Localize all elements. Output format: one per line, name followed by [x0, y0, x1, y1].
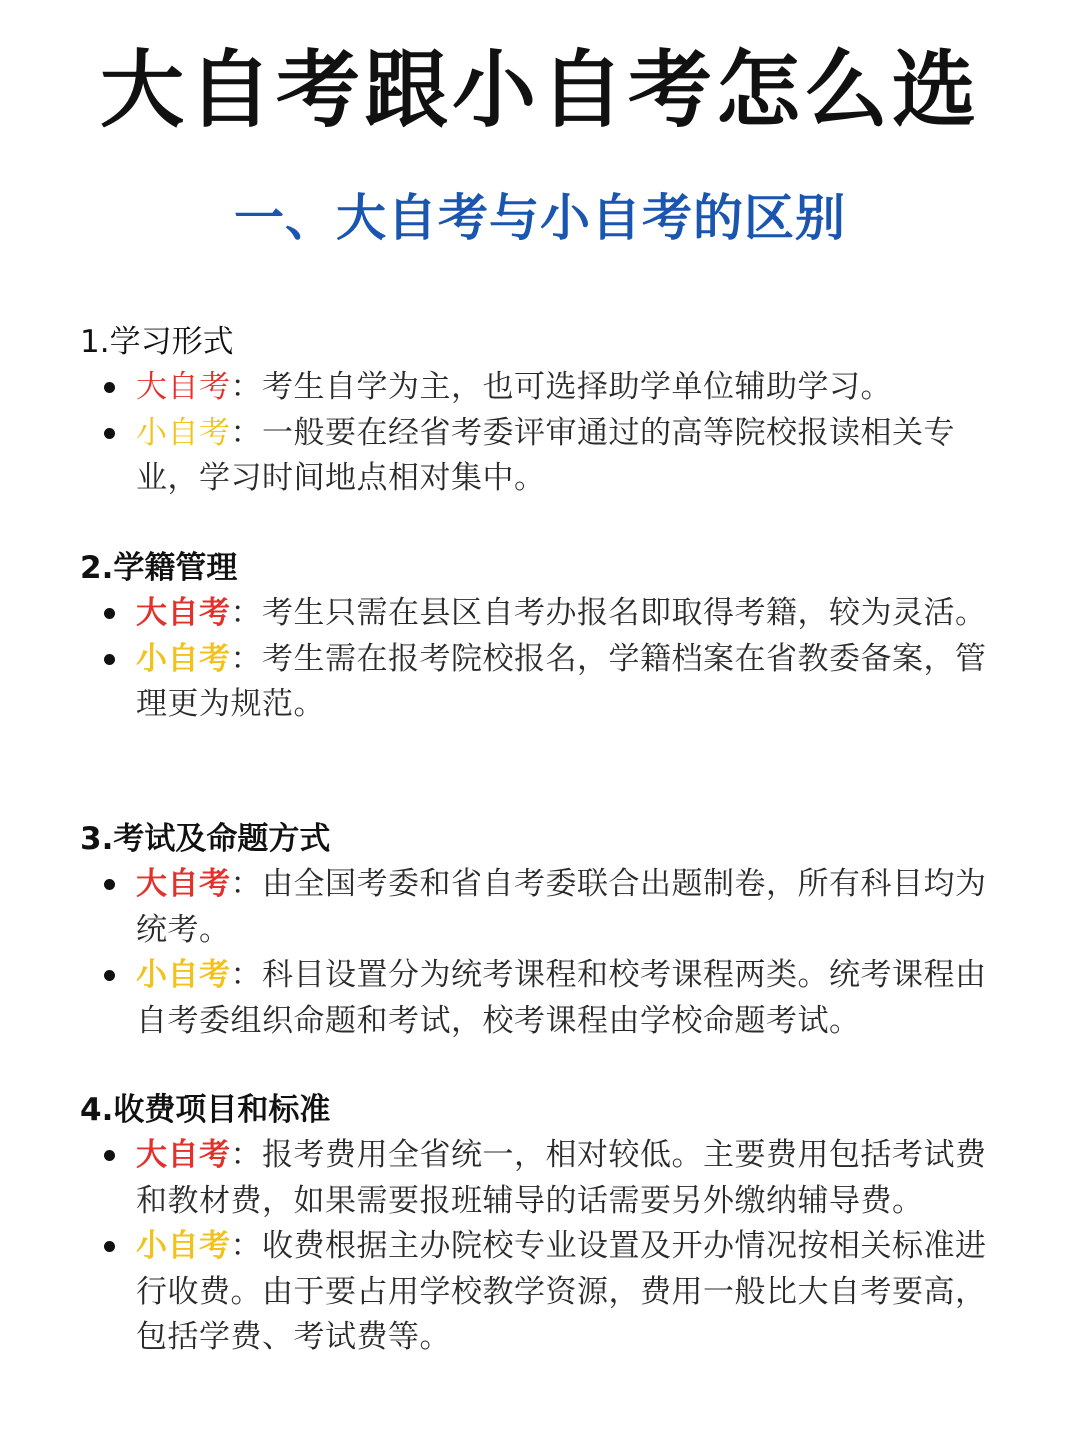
item-list — [80, 862, 1000, 1044]
item-text: 考生需在报考院校报名，学籍档案在省教委备案，管理更为规范。 — [136, 640, 987, 722]
colon: ： — [230, 595, 262, 631]
section-fees — [80, 1087, 1000, 1361]
bullet-dot — [104, 608, 115, 619]
bullet-dot — [104, 654, 115, 665]
item-text: 由全国考委和省自考委联合出题制卷，所有科目均为统考。 — [136, 866, 987, 948]
item-text: 考生只需在县区自考办报名即取得考籍，较为灵活。 — [262, 595, 987, 631]
bullet-dot — [104, 1241, 115, 1252]
list-item-big — [80, 862, 1000, 953]
colon: ： — [230, 1137, 262, 1173]
list-item-small — [80, 637, 1000, 728]
big-self-exam-label: 大自考 — [136, 369, 231, 405]
item-text: 一般要在经省考委评审通过的高等院校报读相关专业，学习时间地点相对集中。 — [136, 414, 955, 496]
section-student-status — [80, 545, 1000, 728]
colon: ： — [230, 1228, 262, 1264]
small-self-exam-label: 小自考 — [136, 1228, 231, 1264]
list-item-small — [80, 1224, 1000, 1361]
list-item-small — [80, 411, 1000, 502]
item-text: 考生自学为主，也可选择助学单位辅助学习。 — [262, 369, 892, 405]
colon: ： — [230, 866, 262, 902]
bullet-dot — [104, 879, 115, 890]
list-item-big — [80, 365, 1000, 411]
bullet-dot — [104, 382, 115, 393]
item-text: 科目设置分为统考课程和校考课程两类。统考课程由自考委组织命题和考试，校考课程由学校命题考试。 — [136, 957, 987, 1039]
colon: ： — [230, 369, 262, 405]
section-heading: 1.学习形式 — [80, 324, 234, 360]
bullet-dot — [104, 1150, 115, 1161]
bullet-dot — [104, 970, 115, 981]
small-self-exam-label: 小自考 — [136, 414, 231, 451]
section-heading: 2.学籍管理 — [80, 550, 238, 586]
item-list — [80, 591, 1000, 728]
colon: ： — [230, 640, 262, 677]
section-heading: 3.考试及命题方式 — [80, 821, 331, 857]
list-item-big — [80, 1133, 1000, 1224]
big-self-exam-label: 大自考 — [136, 866, 231, 902]
section-heading: 4.收费项目和标准 — [80, 1092, 331, 1128]
list-item-big — [80, 591, 1000, 637]
page-title: 大自考跟小自考怎么选 — [99, 41, 980, 139]
section-exam-method — [80, 816, 1000, 1044]
big-self-exam-label: 大自考 — [136, 1137, 231, 1173]
section-subtitle: 一、大自考与小自考的区别 — [234, 189, 846, 247]
colon: ： — [230, 957, 262, 993]
list-item-small — [80, 953, 1000, 1044]
item-list — [80, 1133, 1000, 1361]
section-learning-form — [80, 319, 1000, 502]
small-self-exam-label: 小自考 — [136, 957, 231, 993]
bullet-dot — [104, 428, 115, 439]
item-text: 报考费用全省统一，相对较低。主要费用包括考试费和教材费，如果需要报班辅导的话需要另外缴纳辅导费。 — [136, 1137, 987, 1219]
item-text: 收费根据主办院校专业设置及开办情况按相关标准进行收费。由于要占用学校教学资源，费用一般比大自考要高，包括学费、考试费等。 — [136, 1228, 987, 1355]
item-list — [80, 365, 1000, 502]
small-self-exam-label: 小自考 — [136, 640, 231, 677]
colon: ： — [230, 414, 262, 451]
big-self-exam-label: 大自考 — [136, 595, 231, 631]
